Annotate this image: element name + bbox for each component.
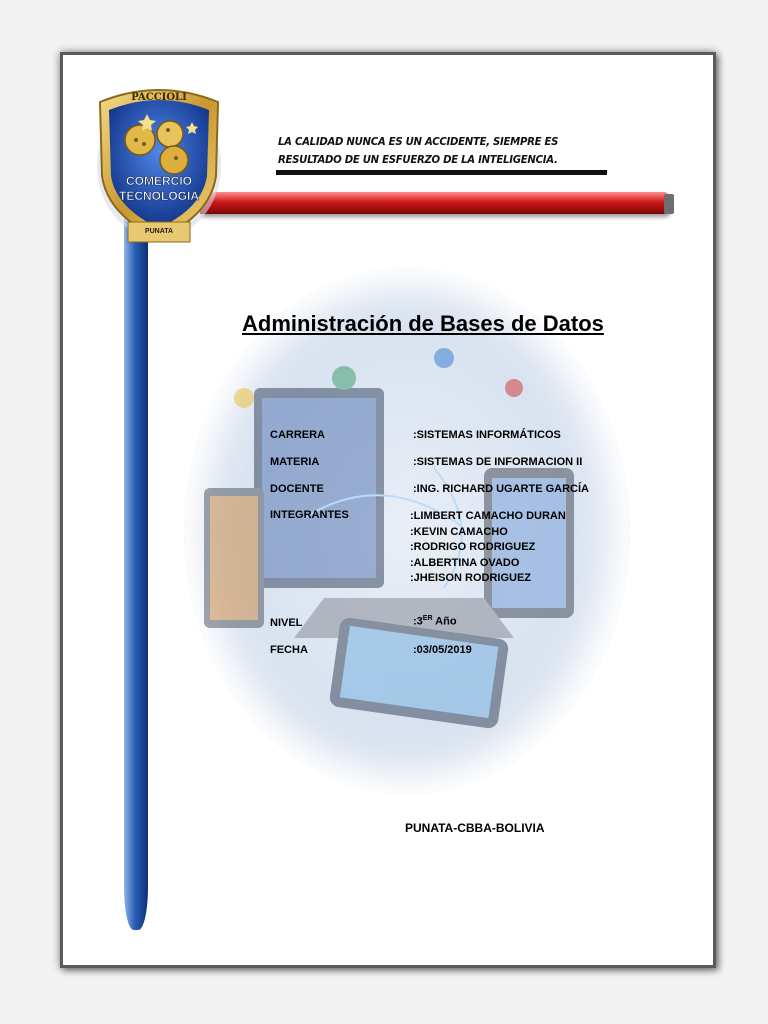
docente-value: :ING. RICHARD UGARTE GARCÍA bbox=[413, 483, 589, 495]
nivel-superscript: ER bbox=[422, 615, 433, 622]
document-title: Administración de Bases de Datos bbox=[242, 311, 604, 336]
location-footer: PUNATA-CBBA-BOLIVIA bbox=[405, 821, 545, 835]
svg-text:PACCIOLI: PACCIOLI bbox=[131, 92, 187, 103]
svg-text:TECNOLOGIA: TECNOLOGIA bbox=[119, 189, 199, 203]
red-horizontal-bar bbox=[200, 192, 668, 214]
integrante-item: :LIMBERT CAMACHO DURAN bbox=[410, 510, 566, 522]
svg-text:COMERCIO: COMERCIO bbox=[126, 174, 192, 188]
integrante-item: :ALBERTINA OVADO bbox=[410, 556, 520, 569]
motto-underline bbox=[276, 170, 607, 175]
integrante-item: :RODRIGO RODRIGUEZ bbox=[410, 541, 536, 553]
fecha-value: :03/05/2019 bbox=[413, 644, 472, 656]
integrantes-list bbox=[410, 509, 566, 587]
nivel-number: :3 bbox=[413, 615, 423, 628]
carrera-label: CARRERA bbox=[270, 429, 325, 441]
integrantes-label: INTEGRANTES bbox=[270, 509, 349, 521]
nivel-year: Año bbox=[432, 615, 457, 628]
nivel-label: NIVEL bbox=[270, 617, 303, 629]
carrera-value: :SISTEMAS INFORMÁTICOS bbox=[413, 429, 561, 441]
shield-logo-icon bbox=[92, 80, 226, 246]
svg-text:PUNATA: PUNATA bbox=[144, 228, 174, 235]
nivel-value bbox=[413, 615, 457, 628]
materia-value: :SISTEMAS DE INFORMACION II bbox=[413, 456, 583, 468]
integrante-item: :KEVIN CAMACHO bbox=[410, 525, 508, 538]
fecha-label: FECHA bbox=[270, 644, 308, 656]
materia-label: MATERIA bbox=[270, 456, 320, 468]
docente-label: DOCENTE bbox=[270, 483, 324, 495]
motto-text: LA CALIDAD NUNCA ES UN ACCIDENTE, SIEMPRE ES RESULTADO DE UN ESFUERZO DE LA INTELIGENCIA. bbox=[278, 135, 559, 166]
school-logo bbox=[92, 80, 226, 246]
integrante-item: :JHEISON RODRIGUEZ bbox=[410, 572, 532, 584]
blue-vertical-bar bbox=[124, 215, 148, 930]
